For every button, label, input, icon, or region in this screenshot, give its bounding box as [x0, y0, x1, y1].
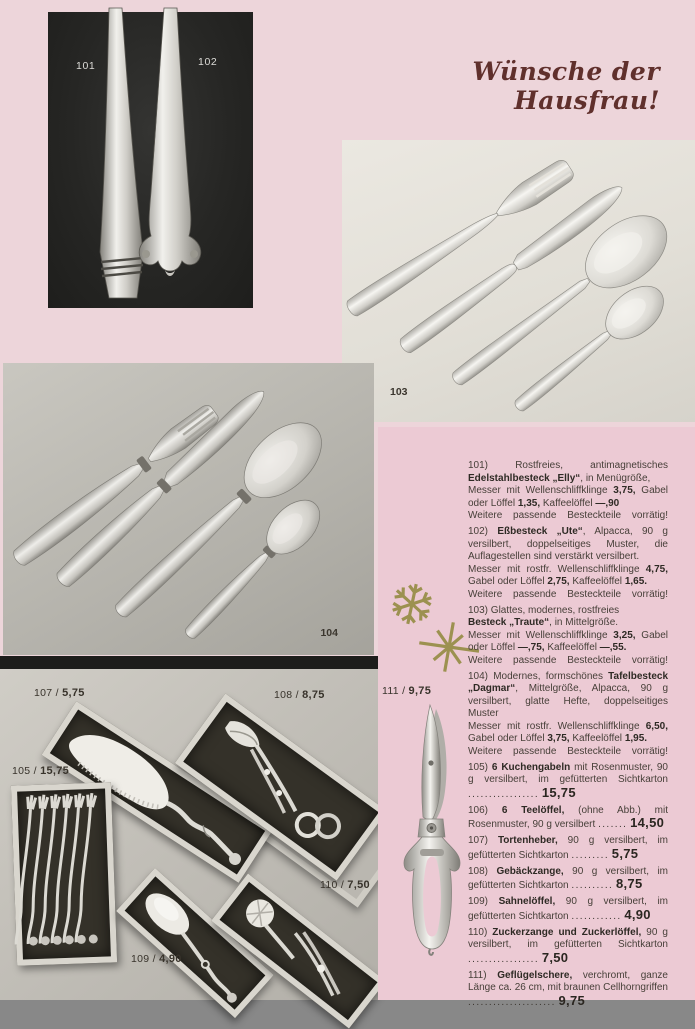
item-number: 108 [274, 689, 293, 701]
catalog-item-101: 101) Rostfreies, antimagnetisches Edelstahlbesteck „Elly“, in Menügröße, Messer mit Wellenschliffklinge 3,75, Gabel oder Löffel 1,35, Kaffeelöffel —,90 Weitere passende Besteckteile vorrätig! [468, 460, 668, 521]
catalog-item-111: 111) Geflügelschere, verchromt, ganze Länge ca. 26 cm, mit braunen Cellhorngriffen ..................... 9,75 [468, 969, 668, 1008]
catalog-item-103: 103) Glattes, modernes, rostfreies Besteck „Traute“, in Mittelgröße. Messer mit Wellenschliffklinge 3,25, Gabel oder Löffel —,75, Kaffeelöffel —,55. Weitere passende Besteckteile vorrätig! [468, 604, 668, 666]
photo-item-label-107 [34, 687, 85, 699]
cutlery-set-103-illustration [342, 140, 695, 422]
item-number: 110 [320, 879, 338, 891]
item-price: 4,90 [159, 953, 182, 965]
catalog-item-105: 105) 6 Kuchengabeln mit Rosenmuster, 90 g versilbert, im gefütterten Sichtkarton ................. 15,75 [468, 761, 668, 800]
photo-handle-patterns [48, 12, 253, 308]
catalog-item-102: 102) Eßbesteck „Ute“, Alpacca, 90 g versilbert, doppelseitiges Muster, die Auflagestellen sind verstärkt versilbert. Messer mit rostfr. Wellenschliffklinge 4,75, Gabel oder Löffel 2,75, Kaffeelöffel 1,65. Weitere passende Besteckteile vorrätig! [468, 526, 668, 600]
catalog-item-110: 110) Zuckerzange und Zuckerlöffel, 90 g versilbert, im gefütterten Sichtkarton ................. 7,50 [468, 926, 668, 965]
item-price: 15,75 [40, 765, 70, 777]
page-headline: Wünsche der Hausfrau! [472, 57, 660, 115]
box-kuchengabeln [11, 782, 117, 965]
handle-101-label: 101 [76, 60, 96, 72]
product-info-panel [378, 427, 695, 1008]
item-price: 8,75 [302, 689, 325, 701]
cutlery-handles-illustration [48, 12, 253, 308]
photo-item-label-108 [274, 689, 325, 701]
photo-besteck-dagmar [3, 363, 374, 655]
label-separator: / [292, 689, 303, 701]
item-number: 111 [382, 685, 399, 697]
poultry-shears-illustration [400, 703, 464, 955]
catalog-item-107: 107) Tortenheber, 90 g versilbert, im gefütterten Sichtkarton ......... 5,75 [468, 835, 668, 861]
set-103-label: 103 [390, 386, 408, 398]
label-separator: / [398, 685, 409, 697]
catalog-item-106: 106) 6 Teelöffel, (ohne Abb.) mit Rosenmuster, 90 g versilbert ....... 14,50 [468, 804, 669, 830]
photo-boxed-items [0, 669, 378, 1000]
catalog-item-104: 104) Modernes, formschönes Tafelbesteck „Dagmar“, Mittelgröße, Alpacca, 90 g versilbert, glatte Hefte, doppelseitiges Muster Messer mit rostfr. Wellenschliffklinge 6,50, Gabel oder Löffel 3,75, Kaffeelöffel 1,95. Weitere passende Besteckteile vorrätig! [468, 670, 668, 757]
item-price: 9,75 [408, 685, 432, 697]
photo-besteck-traute [342, 140, 695, 422]
catalog-item-108: 108) Gebäckzange, 90 g versilbert, im gefütterten Sichtkarton .......... 8,75 [468, 865, 669, 891]
black-divider-bar [0, 656, 380, 669]
catalog-item-109: 109) Sahnelöffel, 90 g versilbert, im gefütterten Sichtkarton ............ 4,90 [468, 896, 668, 922]
item-number: 105 [12, 765, 31, 777]
photo-item-label-109 [131, 953, 182, 965]
photo-item-label-110 [320, 879, 370, 891]
photo-item-label-105 [12, 765, 69, 777]
label-separator: / [52, 687, 63, 699]
set-104-label: 104 [320, 627, 338, 639]
item-price: 7,50 [347, 879, 370, 891]
handle-102-label: 102 [198, 56, 218, 68]
catalog-list [468, 460, 668, 1013]
label-separator: / [30, 765, 41, 777]
cutlery-set-104-illustration [3, 363, 374, 655]
label-separator: / [337, 879, 348, 891]
item-number: 107 [34, 687, 53, 699]
item-number: 109 [131, 953, 150, 965]
photo-item-label-111 [382, 685, 431, 697]
label-separator: / [149, 953, 160, 965]
item-price: 5,75 [62, 687, 85, 699]
